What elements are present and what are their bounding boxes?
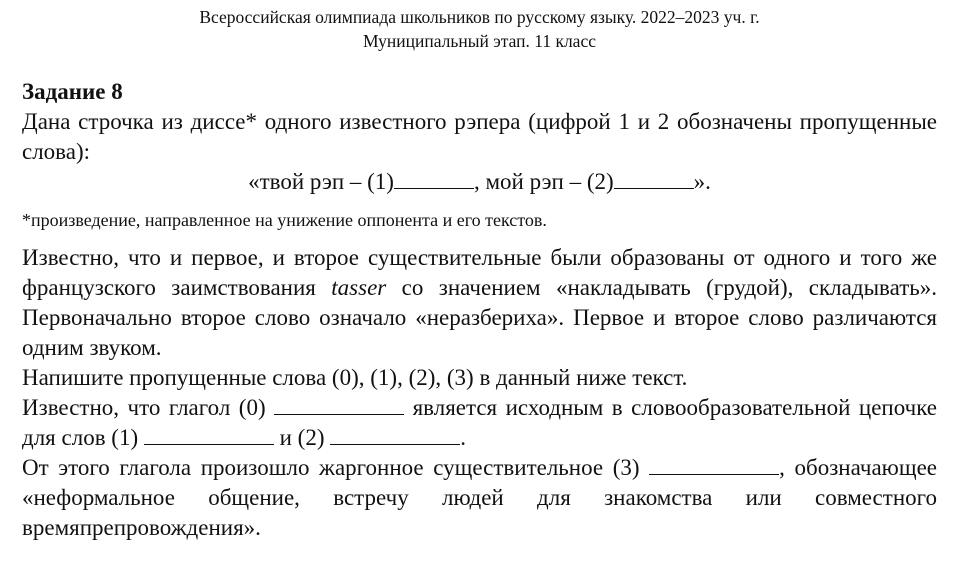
- para1-text-b: со значением «накладывать (грудой), складывать». Первоначально второе слово означало «неразбериха». Первое и второе слово различаются одним звуком.: [22, 275, 937, 360]
- quote-part-1: «твой рэп – (1): [248, 169, 394, 194]
- blank-0: [274, 394, 404, 415]
- blank-word-1: [144, 424, 274, 445]
- para1-text-a: Известно, что и первое, и второе существительные были образованы от одного и того же французского заимствования: [22, 245, 937, 300]
- para3-text-b: является исходным в словообразовательной цепочке для слов (1): [22, 395, 938, 450]
- para3-text-d: .: [460, 425, 467, 450]
- blank-3: [649, 454, 779, 475]
- paragraph-noun: [22, 453, 937, 543]
- olympiad-header: Всероссийская олимпиада школьников по русскому языку. 2022–2023 уч. г.: [199, 7, 760, 27]
- para3-text-a: Известно, что глагол (0): [22, 395, 275, 420]
- quote-part-3: ».: [693, 169, 711, 194]
- para4-text-b: , обозначающее «неформальное общение, встречу людей для знакомства или совместного времяпрепровождения».: [22, 455, 937, 540]
- document-page: [22, 0, 937, 543]
- para4-text-a: От этого глагола произошло жаргонное существительное (3): [22, 455, 650, 480]
- para1-word: tasser: [331, 275, 387, 300]
- task-title: Задание 8: [22, 79, 123, 104]
- quote-part-2: , мой рэп – (2): [473, 169, 614, 194]
- paragraph-instruction: Напишите пропущенные слова (0), (1), (2), (3) в данный ниже текст.: [22, 365, 688, 390]
- quote-line: [22, 167, 937, 197]
- stage-header: Муниципальный этап. 11 класс: [363, 31, 596, 51]
- task-intro: Дана строчка из диссе* одного известного рэпера (цифрой 1 и 2 обозначены пропущенные слова):: [22, 109, 937, 164]
- footnote: *произведение, направленное на унижение оппонента и его текстов.: [22, 210, 547, 230]
- paragraph-verb: [22, 393, 937, 453]
- blank-2: [614, 168, 694, 189]
- paragraph-origin: [22, 243, 937, 363]
- para3-text-c: и (2): [273, 425, 331, 450]
- blank-word-2: [330, 424, 460, 445]
- blank-1: [394, 168, 474, 189]
